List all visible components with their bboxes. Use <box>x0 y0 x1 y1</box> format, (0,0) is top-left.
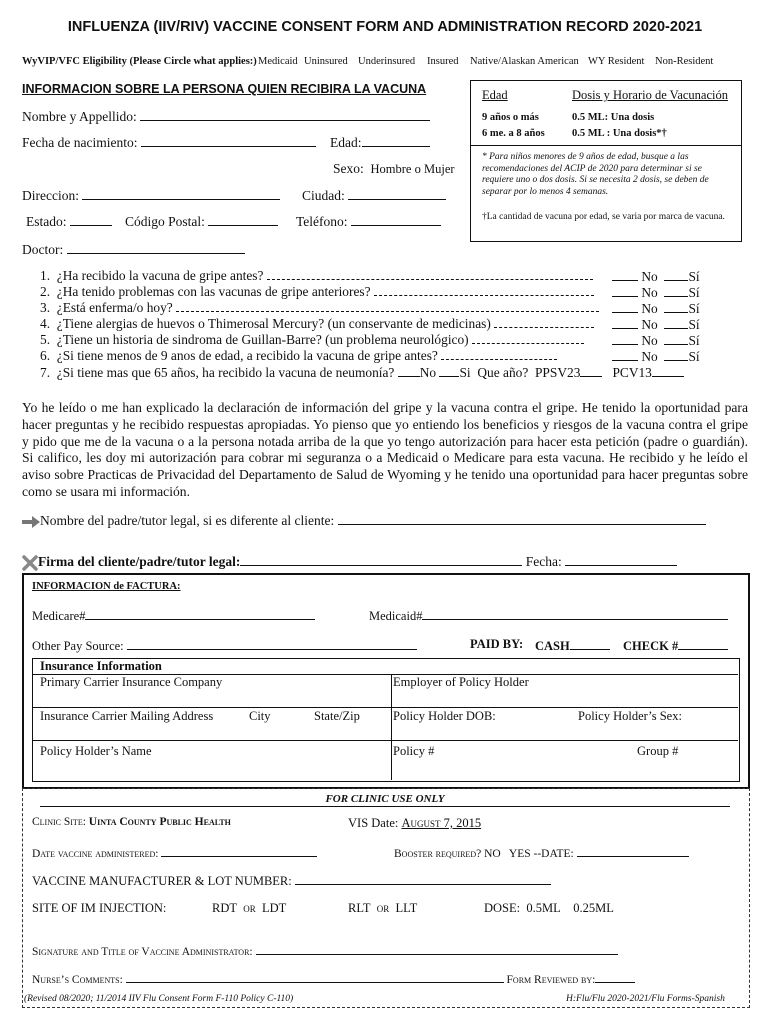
city-field[interactable]: Ciudad: <box>302 187 446 204</box>
question-2: 2. ¿Ha tenido problemas con las vacunas de gripe anteriores? <box>40 284 594 300</box>
question-5: 5. ¿Tiene un historia de sindroma de Guillan-Barre? (un problema neurológico) <box>40 332 584 348</box>
date-administered-field[interactable]: Date vaccine administered: <box>32 844 317 860</box>
carrier-statezip-field[interactable]: State/Zip <box>314 709 360 723</box>
question-7[interactable]: 7. ¿Si tiene mas que 65 años, ha recibido la vacuna de neumonía? No Si Que año? PPSV23 PCV13 <box>40 364 684 381</box>
check-field[interactable]: CHECK # <box>623 637 728 654</box>
carrier-address-field[interactable]: Insurance Carrier Mailing Address <box>40 709 214 723</box>
policy-number-field[interactable]: Policy # <box>393 744 435 758</box>
arrow-right-icon <box>22 516 40 528</box>
insurance-divider-h3 <box>32 740 738 741</box>
medicaid-field[interactable]: Medicaid# <box>369 607 728 624</box>
vis-date: VIS Date: August 7, 2015 <box>348 816 482 830</box>
insurance-divider-h2 <box>32 707 738 708</box>
answer-row-2[interactable]: No Sí <box>612 284 700 301</box>
dob-field[interactable]: Fecha de nacimiento: <box>22 134 316 151</box>
x-mark-icon <box>22 555 38 571</box>
other-pay-field[interactable]: Other Pay Source: <box>32 637 417 654</box>
administrator-signature-field[interactable]: Signature and Title of Vaccine Administrator: <box>32 942 618 958</box>
signature-field[interactable]: Firma del cliente/padre/tutor legal: Fecha: <box>22 553 677 571</box>
eligibility-option-resident[interactable]: WY Resident <box>588 56 645 67</box>
eligibility-option-medicaid[interactable]: Medicaid <box>258 56 298 67</box>
carrier-city-field[interactable]: City <box>249 709 271 723</box>
clinic-site: Clinic Site: Uinta County Public Health <box>32 816 231 828</box>
answer-row-4[interactable]: No Sí <box>612 316 700 333</box>
footer-path: H:Flu/Flu 2020-2021/Flu Forms-Spanish <box>566 994 725 1004</box>
dose-note-1: * Para niños menores de 9 años de edad, busque a las recomendaciones del ACIP de 2020 para determinar si se requiere uno o dos dosis. Si se necesita 2 dosis, se deben de separar por lo menos 4 semanas. <box>482 152 709 197</box>
eligibility-option-native[interactable]: Native/Alaskan American <box>470 56 579 67</box>
dose-row1-age: 9 años o más <box>482 112 539 123</box>
state-field[interactable]: Estado: <box>26 213 112 230</box>
name-field[interactable]: Nombre y Appellido: <box>22 108 430 125</box>
form-title: INFLUENZA (IIV/RIV) VACCINE CONSENT FORM AND ADMINISTRATION RECORD 2020-2021 <box>67 19 703 35</box>
group-number-field[interactable]: Group # <box>637 744 679 758</box>
answer-row-5[interactable]: No Sí <box>612 332 700 349</box>
phone-field[interactable]: Teléfono: <box>296 213 441 230</box>
dose-col-age: Edad <box>482 88 508 102</box>
clinic-heading-rule <box>40 806 730 807</box>
answer-row-3[interactable]: No Sí <box>612 300 700 317</box>
primary-carrier-field[interactable]: Primary Carrier Insurance Company <box>40 675 223 689</box>
medicare-field[interactable]: Medicare# <box>32 607 315 624</box>
dose-note-2: †La cantidad de vacuna por edad, se varia por marca de vacuna. <box>482 212 725 222</box>
answer-row-6[interactable]: No Sí <box>612 348 700 365</box>
cash-field[interactable]: CASH <box>535 637 610 654</box>
question-3: 3. ¿Está enferma/o hoy? <box>40 300 599 316</box>
consent-paragraph: Yo he leído o me han explicado la declaración de información del gripe y la vacuna contra el gripe. He tenido la oportunidad para hacer preguntas y he recibido respuestas apropiadas. Yo pienso que yo entiendo los beneficios y riesgos de la vacuna contra el gripe y pido que me de la vacuna o a la persona notada arriba de la que yo tengo autorización para hacer esta petición (padre o guardián). Si califico, les doy mi autorización para cobrar mi seguranza o a Medicaid o Medicare para esta vacuna. He recibido y he leído el aviso sobre Practicas de Privacidad del Departamento de Salud de Wyoming y he tenido una oportunidad para hacer preguntas sobre como se usara mi información. <box>22 400 748 499</box>
injection-site-label: SITE OF IM INJECTION: <box>32 901 167 915</box>
holder-sex-field[interactable]: Policy Holder’s Sex: <box>578 709 682 723</box>
nurse-comments-field[interactable]: Nurse’s Comments: Form Reviewed by: <box>32 970 635 986</box>
eligibility-label: WyVIP/VFC Eligibility (Please Circle what applies:) <box>22 56 257 67</box>
age-field[interactable]: Edad: <box>330 134 430 151</box>
answer-row-1[interactable]: No Sí <box>612 268 700 285</box>
dose-row2-dose: 0.5 ML : Una dosis*† <box>572 128 667 139</box>
billing-heading: INFORMACION de FACTURA: <box>32 581 181 592</box>
address-field[interactable]: Direccion: <box>22 187 280 204</box>
clinic-heading: FOR CLINIC USE ONLY <box>325 793 445 805</box>
sex-field[interactable]: Sexo: Hombre o Mujer <box>333 161 455 176</box>
dose-row1-dose: 0.5 ML: Una dosis <box>572 112 655 123</box>
zip-field[interactable]: Código Postal: <box>125 213 278 230</box>
employer-field[interactable]: Employer of Policy Holder <box>393 675 529 689</box>
question-6: 6. ¿Si tiene menos de 9 anos de edad, a recibido la vacuna de gripe antes? <box>40 348 557 364</box>
paid-by-label: PAID BY: <box>470 637 524 651</box>
holder-name-field[interactable]: Policy Holder’s Name <box>40 744 152 758</box>
guardian-name-field[interactable]: Nombre del padre/tutor legal, si es diferente al cliente: <box>22 512 706 529</box>
dose-divider <box>470 145 741 146</box>
eligibility-option-nonresident[interactable]: Non-Resident <box>655 56 714 67</box>
site-rdt-ldt[interactable]: RDT OR LDT <box>212 901 287 915</box>
insurance-divider-v <box>391 674 392 780</box>
insurance-heading: Insurance Information <box>40 659 162 673</box>
booster-required[interactable]: Booster required? NO YES --DATE: <box>394 844 689 860</box>
dose-col-dose: Dosis y Horario de Vacunación <box>572 88 728 102</box>
manufacturer-lot-field[interactable]: VACCINE MANUFACTURER & LOT NUMBER: <box>32 872 551 889</box>
doctor-field[interactable]: Doctor: <box>22 241 245 258</box>
eligibility-option-uninsured[interactable]: Uninsured <box>304 56 348 67</box>
eligibility-option-underinsured[interactable]: Underinsured <box>358 56 416 67</box>
eligibility-option-insured[interactable]: Insured <box>427 56 459 67</box>
dose-selection[interactable]: DOSE: 0.5ML 0.25ML <box>484 901 614 915</box>
dose-row2-age: 6 me. a 8 años <box>482 128 545 139</box>
site-rlt-llt[interactable]: RLT OR LLT <box>348 901 418 915</box>
footer-revision: (Revised 08/2020; 11/2014 IIV Flu Consent Form F-110 Policy C-110) <box>24 994 294 1004</box>
question-1: 1. ¿Ha recibido la vacuna de gripe antes? <box>40 268 593 284</box>
holder-dob-field[interactable]: Policy Holder DOB: <box>393 709 496 723</box>
question-4: 4. ¿Tiene alergias de huevos o Thimerosal Mercury? (un conservante de medicinas) <box>40 316 594 332</box>
person-heading: INFORMACION SOBRE LA PERSONA QUIEN RECIBIRA LA VACUNA <box>22 82 427 96</box>
